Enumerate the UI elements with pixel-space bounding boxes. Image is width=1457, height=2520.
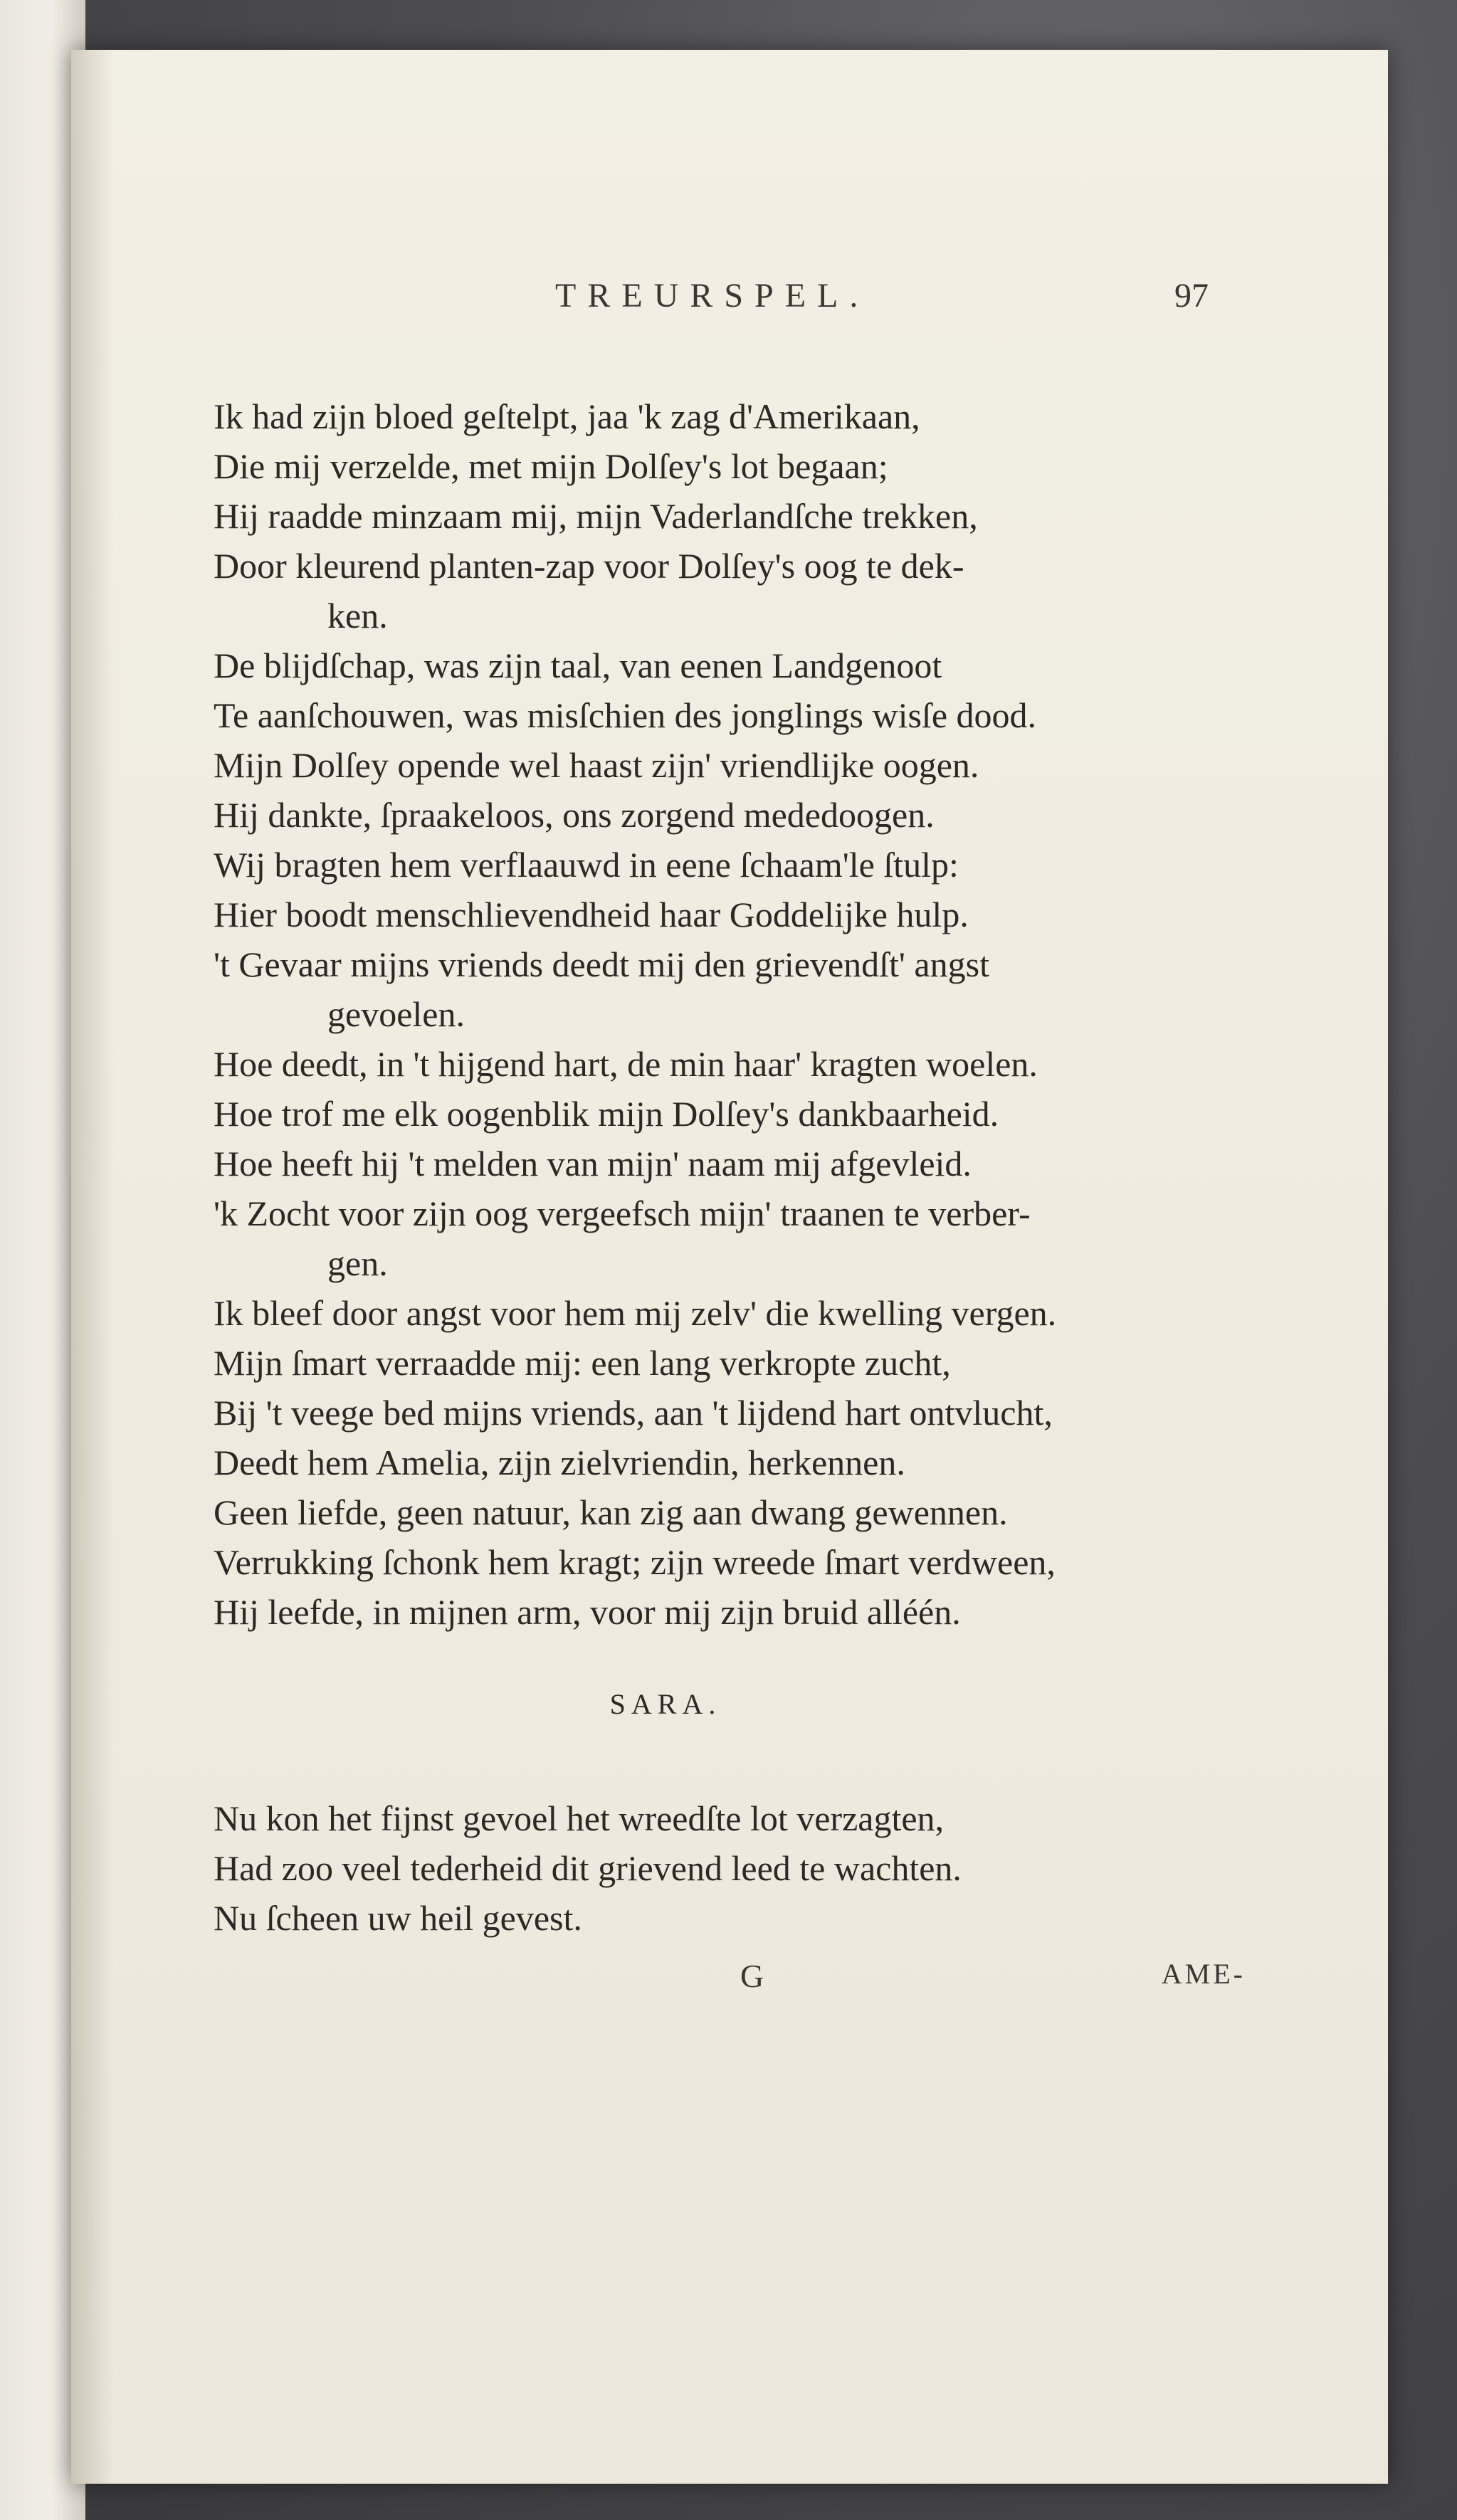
- verse-line-continuation: gen.: [327, 1243, 388, 1283]
- verse-line: Bij 't veege bed mijns vriends, aan 't lijdend hart ontvlucht,: [214, 1393, 1053, 1433]
- verse-line: Geen liefde, geen natuur, kan zig aan dwang gewennen.: [214, 1492, 1008, 1532]
- verse-line: De blijdſchap, was zijn taal, van eenen Landgenoot: [214, 645, 942, 685]
- verse-line: Hij dankte, ſpraakeloos, ons zorgend mededoogen.: [214, 795, 935, 835]
- verse-line: Ik bleef door angst voor hem mij zelv' die kwelling vergen.: [214, 1293, 1057, 1333]
- verse-text: [214, 391, 1246, 1943]
- verse-line: Hoe trof me elk oogenblik mijn Dolſey's dankbaarheid.: [214, 1094, 999, 1134]
- verse-line: Hoe heeft hij 't melden van mijn' naam mij afgevleid.: [214, 1144, 972, 1183]
- page-header: [491, 256, 1246, 334]
- verse-line: Verrukking ſchonk hem kragt; zijn wreede ſmart verdween,: [214, 1542, 1056, 1582]
- verse-line: Had zoo veel tederheid dit grievend leed te wachten.: [214, 1848, 962, 1888]
- signature-mark: G: [740, 1958, 764, 1994]
- verse-line: Nu kon het fijnst gevoel het wreedſte lot verzagten,: [214, 1798, 945, 1838]
- running-head: TREURSPEL.: [555, 277, 870, 315]
- catchword: AME-: [1161, 1958, 1246, 1990]
- verse-line: Te aanſchouwen, was misſchien des jonglings wisſe dood.: [214, 695, 1037, 735]
- verse-line: Hier boodt menschlievendheid haar Goddelijke hulp.: [214, 895, 969, 934]
- verse-line: Mijn ſmart verraadde mij: een lang verkropte zucht,: [214, 1343, 951, 1383]
- verse-line: Wij bragten hem verflaauwd in eene ſchaam'le ſtulp:: [214, 845, 959, 885]
- verse-line: Door kleurend planten-zap voor Dolſey's oog te dek-: [214, 546, 964, 586]
- verse-line: 't Gevaar mijns vriends deedt mij den grievendſt' angst: [214, 944, 989, 984]
- verse-line-continuation: ken.: [327, 596, 388, 636]
- verse-line: Mijn Dolſey opende wel haast zijn' vriendlijke oogen.: [214, 745, 979, 785]
- verse-line: Die mij verzelde, met mijn Dolſey's lot begaan;: [214, 446, 888, 486]
- verse-line: Hij leefde, in mijnen arm, voor mij zijn bruid alléén.: [214, 1592, 961, 1632]
- speaker-name: SARA.: [609, 1688, 722, 1720]
- verse-line: 'k Zocht voor zijn oog vergeefsch mijn' traanen te verber-: [214, 1193, 1031, 1233]
- verse-line: Nu ſcheen uw heil gevest.: [214, 1898, 582, 1938]
- page-number: 97: [1174, 277, 1209, 315]
- page-footer: [214, 1957, 1246, 2014]
- verse-line: Deedt hem Amelia, zijn zielvriendin, herkennen.: [214, 1443, 905, 1482]
- verse-line: Hij raadde minzaam mij, mijn Vaderlandſche trekken,: [214, 496, 978, 536]
- verse-line: Hoe deedt, in 't hijgend hart, de min haar' kragten woelen.: [214, 1044, 1038, 1084]
- verse-line: Ik had zijn bloed geſtelpt, jaa 'k zag d'Amerikaan,: [214, 396, 920, 436]
- verse-line-continuation: gevoelen.: [327, 994, 465, 1034]
